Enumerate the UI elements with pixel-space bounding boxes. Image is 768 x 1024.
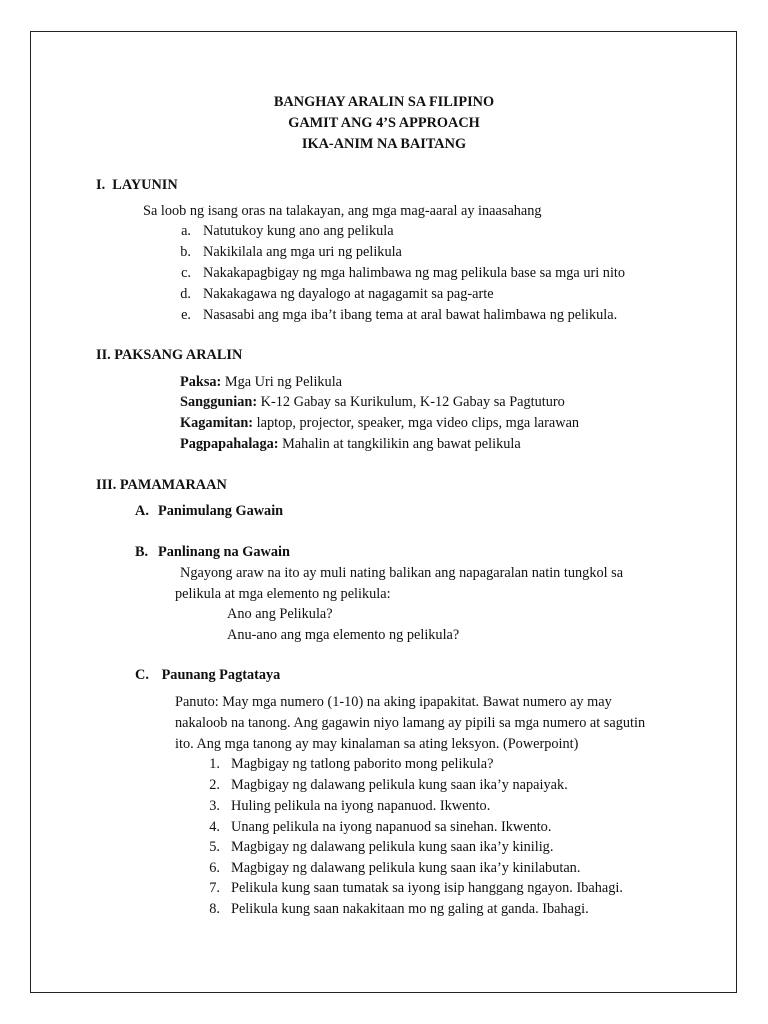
list-text: Pelikula kung saan tumatak sa iyong isip hanggang ngayon. Ibahagi. [231,880,623,896]
subsection-b-heading [135,544,290,561]
paragraph-line: Panuto: May mga numero (1-10) na aking ipapakitat. Bawat numero ay may [175,694,612,710]
list-text: Nasasabi ang mga iba’t ibang tema at aral bawat halimbawa ng pelikula. [203,307,618,323]
question-line: Anu-ano ang mga elemento ng pelikula? [227,627,460,643]
list-number: 8. [209,901,220,917]
title-line-2: GAMIT ANG 4’S APPROACH [288,115,480,131]
list-text: Natutukoy kung ano ang pelikula [203,223,394,239]
list-letter: a. [181,223,191,239]
title-line-3: IKA-ANIM NA BAITANG [301,136,467,152]
subsection-c-heading [135,667,280,684]
list-letter: c. [181,265,191,281]
subsection-a-heading [135,503,283,520]
list-number: 1. [209,756,220,772]
field-value: laptop, projector, speaker, mga video clips, mga larawan [253,415,580,431]
list-number: 7. [209,880,220,896]
field-label: Paksa: [180,374,222,390]
field-label: Sanggunian: [180,394,258,410]
sanggunian-line [180,394,565,411]
paksa-line [180,374,342,391]
field-value: Mahalin at tangkilikin ang bawat pelikula [278,436,521,452]
section-heading: III. PAMAMARAAN [96,477,227,493]
list-letter: b. [180,244,191,260]
question-line: Ano ang Pelikula? [227,606,333,622]
pagpapahalaga-line [180,436,521,453]
paragraph-line: nakaloob na tanong. Ang gagawin niyo lamang ay pipili sa mga numero at sagutin [175,715,646,731]
kagamitan-line [180,415,579,432]
subsection-title: Paunang Pagtataya [161,667,281,683]
list-number: 3. [209,798,220,814]
list-text: Pelikula kung saan nakakitaan mo ng galing at ganda. Ibahagi. [231,901,589,917]
section-heading: II. PAKSANG ARALIN [96,347,243,363]
list-text: Nakakagawa ng dayalogo at nagagamit sa pag-arte [203,286,494,302]
list-text: Nakakapagbigay ng mga halimbawa ng mag pelikula base sa mga uri nito [203,265,626,281]
list-number: 5. [209,839,220,855]
list-letter: e. [181,307,191,323]
list-text: Magbigay ng dalawang pelikula kung saan ika’y napaiyak. [231,777,568,793]
paragraph-line: pelikula at mga elemento ng pelikula: [175,586,391,602]
subsection-title: Panimulang Gawain [158,503,284,519]
list-text: Unang pelikula na iyong napanuod sa sinehan. Ikwento. [231,819,552,835]
title-line-1: BANGHAY ARALIN SA FILIPINO [273,94,495,110]
list-text: Magbigay ng dalawang pelikula kung saan ika’y kinilabutan. [231,860,581,876]
subsection-letter: B. [135,544,149,560]
list-number: 6. [209,860,220,876]
section-heading: I. LAYUNIN [96,177,178,193]
list-letter: d. [180,286,191,302]
list-number: 2. [209,777,220,793]
field-label: Kagamitan: [180,415,254,431]
list-text: Nakikilala ang mga uri ng pelikula [203,244,402,260]
paragraph-line: ito. Ang mga tanong ay may kinalaman sa ating leksyon. (Powerpoint) [175,736,579,752]
section-intro: Sa loob ng isang oras na talakayan, ang mga mag-aaral ay inaasahang [143,203,542,219]
list-text: Magbigay ng tatlong paborito mong pelikula? [231,756,494,772]
field-label: Pagpapahalaga: [180,436,279,452]
list-text: Huling pelikula na iyong napanuod. Ikwento. [231,798,491,814]
subsection-letter: C. [135,667,149,683]
list-text: Magbigay ng dalawang pelikula kung saan ika’y kinilig. [231,839,554,855]
list-number: 4. [209,819,220,835]
field-value: K-12 Gabay sa Kurikulum, K-12 Gabay sa Pagtuturo [257,394,565,410]
field-value: Mga Uri ng Pelikula [221,374,343,390]
subsection-letter: A. [135,503,149,519]
paragraph-line: Ngayong araw na ito ay muli nating balikan ang napagaralan natin tungkol sa [180,565,624,581]
subsection-title: Panlinang na Gawain [158,544,290,560]
